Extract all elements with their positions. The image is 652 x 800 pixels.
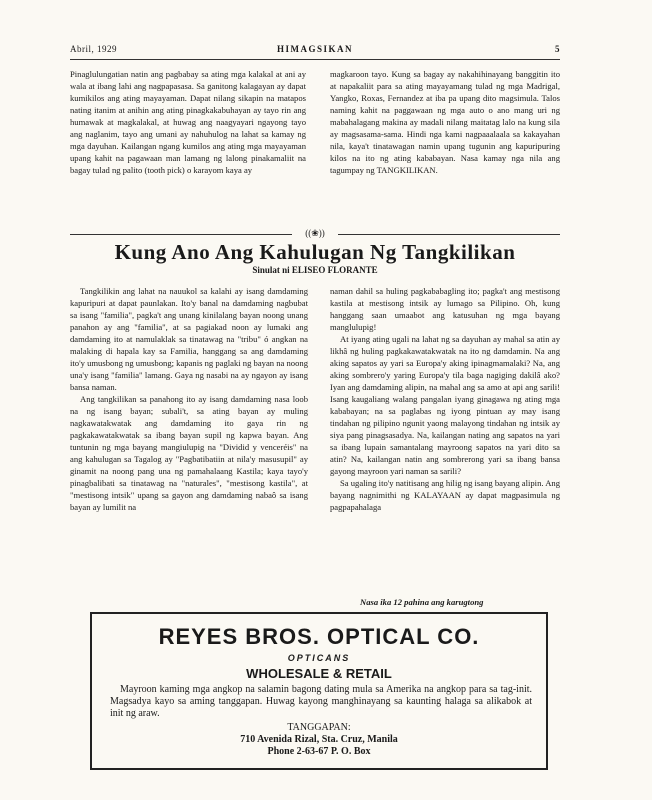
ad-phone: Phone 2-63-67 P. O. Box <box>267 746 371 757</box>
header-date: Abril, 1929 <box>70 44 117 54</box>
header-rule <box>70 59 560 60</box>
advertisement <box>90 612 548 770</box>
paragraph: Sa ugaling ito'y natitisang ang hilig ng isang bayang alipin. Ang bayang nagnimithi ng KALAYAAN ay dapat magpasimula ng pagpapahalaga <box>330 478 560 512</box>
page-header <box>70 44 560 58</box>
ad-tagline: WHOLESALE & RETAIL <box>246 666 392 681</box>
paragraph: magkaroon tayo. Kung sa bagay ay nakahihinayang banggitin ito at napakaliit para sa ating mayayamang tulad ng mga Madrigal, Yangko, Roxas, Fernandez at iba pa upang dito magsimula. Talos naming kahit na paggawaan ng mga auto o ano mang uri ng mabahalagang makina ay madali nilang maitatag lalo na kung sila ay magsasama-sama. Hindi nga kami nagpaaalaala sa kakayahan nila, kaya't tinatawagan namin upang tugunin ang kapuripuring kilos na ito ng ating kababayan. Nasa kamay nga nila ang tagumpay ng TANGKILIKAN. <box>330 69 560 175</box>
header-page-number: 5 <box>555 44 560 54</box>
ad-message: Mayroon kaming mga angkop na salamin bagong dating mula sa Amerika na angkop para sa tag-init. Magsadya kayo sa aming tanggapan. Huwag kayong manghinayang sa kaunting halaga sa alikabok at init ng araw. <box>110 684 532 719</box>
article-title: Kung Ano Ang Kahulugan Ng Tangkilikan <box>114 240 516 264</box>
article-byline: Sinulat ni ELISEO FLORANTE <box>252 265 378 275</box>
continuation-note: Nasa ika 12 pahina ang karugtong <box>360 597 484 607</box>
divider-ornament: ((❀)) <box>305 228 325 238</box>
top-right-column <box>330 68 560 176</box>
ad-address: 710 Avenida Rizal, Sta. Cruz, Manila <box>240 734 398 745</box>
article-left-column <box>70 285 308 513</box>
article-right-column <box>330 285 560 513</box>
ad-office-label: TANGGAPAN: <box>287 722 351 733</box>
divider-line-right <box>338 234 560 235</box>
ad-company-name: REYES BROS. OPTICAL CO. <box>158 624 480 649</box>
paragraph: naman dahil sa huling pagkababagling ito; pagka't ang mestisong kastila at mestisong intsik ay lumago sa Pilipino. Oh, kung hanggang saan umaabot ang katusuhan ng mga bayang manglulupig! <box>330 286 560 332</box>
header-publication: HIMAGSIKAN <box>276 44 353 54</box>
paragraph: Ang tangkilikan sa panahong ito ay isang damdaming nasa loob na ng isang bayan; subali't, sa ating bayan ay muling nagkawatakwatak ang damdaming ito gaya rin ng pagkakawatakwatak sa ibang bayan supil ng kapwa bayan. Ang tuntunin ng mga bayang mangiulupig na "Dividid y venceréis" na ang kahulugan sa Tagalog ay "Pagbatibatiin at nila'y masusupil" ay ginamit na noong pang una ng pamahalaang Kastila; kaya tayo'y pinagbalibati sa tinatawag na "naturales", "mestisong kastila", at "mestisong intsik" upang sa gayon ang damdaming nabaô sa isang bayan ay lumilit na <box>70 394 308 512</box>
top-left-column <box>70 68 306 176</box>
ad-subtitle: OPTICANS <box>287 653 351 663</box>
section-divider <box>70 228 560 240</box>
ad-contact <box>92 734 546 758</box>
paragraph: Pinaglulungatian natin ang pagbabay sa ating mga kalakal at ani ay wala at ibang lahi ang nagpapasasa. Sa ganitong kalagayan ay dapat kumikilos ang ating mayayaman. Dapat nilang sikapin na matapos nating itanim at anihin ang ating pinagkakabuhayan ay tayo rin ang humawak at magkalakal, at huwag ang naagyayari ngayong tayo ang naglanim, tayo ang umani ay nahuhulog na lahat sa kamay ng mga dayuhan. Kailangan ngang kumilos ang ating mga mayayaman upang kahit na pagawaan man lamang ng lalong pinakamaliit na bagay tulad ng palito (tooth pick) o karayom kaya ay <box>70 69 306 175</box>
paragraph: At iyang ating ugali na lahat ng sa dayuhan ay mahal sa atin ay likhâ ng huling pagkakawatakwatak na ito ng damdamin. Na ang aking sapatos ay yari sa Europa'y aking ipinagmamalaki? Na, ang aking sombrero'y yaring Europa'y tila baga nagiging dakilâ ako? Iyan ang damdaming alipin, na mahal ang sa amo at api ang sarili! Isang kaugaliang walang pangalan iyang ginagawa ng ating mga kababayan; na sa paglabas ng iyong pintuan ay may isang tindahan ng pilipino ngunit yaong malayong tindahan ng intsik ay siya pang pinagsasadya. Na, kailangan nating ang sapatos na yari sa ibang lupain samantalang mayroong sapatos na yari dito sa atin? Na, kailangan natin ang sombrerong yari sa ibang bansa gayong mayroon yari naman sa sarili? <box>330 334 560 476</box>
paragraph: Tangkilikin ang lahat na nauukol sa kalahi ay isang damdaming kapuripuri at dapat paunlakan. Ito'y banal na damdaming nagbubat sa isang "familia", pagka't ang unang kinilalang bayan noong unang panahon ay ang "familia", at sa pagiakad noon ay lumaki ang damdaming ito at namulaklak sa tinatawag na "tribu" ó angkan na malaking di hapala kay sa Familia, hanggang sa ang damdaming ito'y umusbong ng umusbong; kapanis ng paglaki ng bayan na noong una'y isang "familia" lamang. Gaya ng nasabi na ay ngayon ay isang bansa naman. <box>70 286 308 392</box>
